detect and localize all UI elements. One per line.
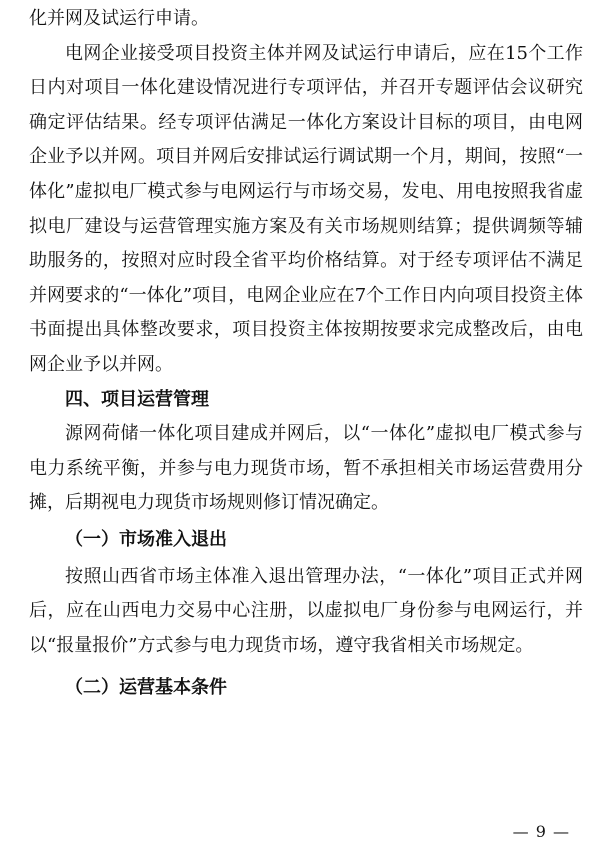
paragraph-continuation: 化并网及试运行申请。: [29, 8, 209, 29]
document-page: [29, 2, 583, 708]
section-heading-operation-management: 四、项目运营管理: [65, 388, 209, 410]
paragraph-grid-connection: 电网企业接受项目投资主体并网及试运行申请后，应在15个工作日内对项目一体化建设情况进行专项评估，并召开专题评估会议研究确定评估结果。经专项评估满足一体化方案设计目标的项目，由电网企业予以并网。项目并网后安排试运行调试期一个月，期间，按照“一体化”虚拟电厂模式参与电网运行与市场交易，发电、用电按照我省虚拟电厂建设与运营管理实施方案及有关市场规则结算；提供调频等辅助服务的，按照对应时段全省平均价格结算。对于经专项评估不满足并网要求的“一体化”项目，电网企业应在7个工作日内向项目投资主体书面提出具体整改要求，项目投资主体按期按要求完成整改后，由电网企业予以并网。: [29, 42, 583, 375]
page-number: — 9 —: [512, 822, 570, 841]
subsection-heading-basic-conditions: （二）运营基本条件: [65, 677, 227, 699]
paragraph-operation-intro: 源网荷储一体化项目建成并网后，以“一体化”虚拟电厂模式参与电力系统平衡，并参与电力现货市场，暂不承担相关市场运营费用分摊，后期视电力现货市场规则修订情况确定。: [29, 423, 583, 514]
paragraph-market-access: 按照山西省市场主体准入退出管理办法，“一体化”项目正式并网后，应在山西电力交易中心注册，以虚拟电厂身份参与电网运行，并以“报量报价”方式参与电力现货市场，遵守我省相关市场规定。: [29, 565, 583, 656]
subsection-heading-market-access: （一）市场准入退出: [65, 528, 227, 550]
